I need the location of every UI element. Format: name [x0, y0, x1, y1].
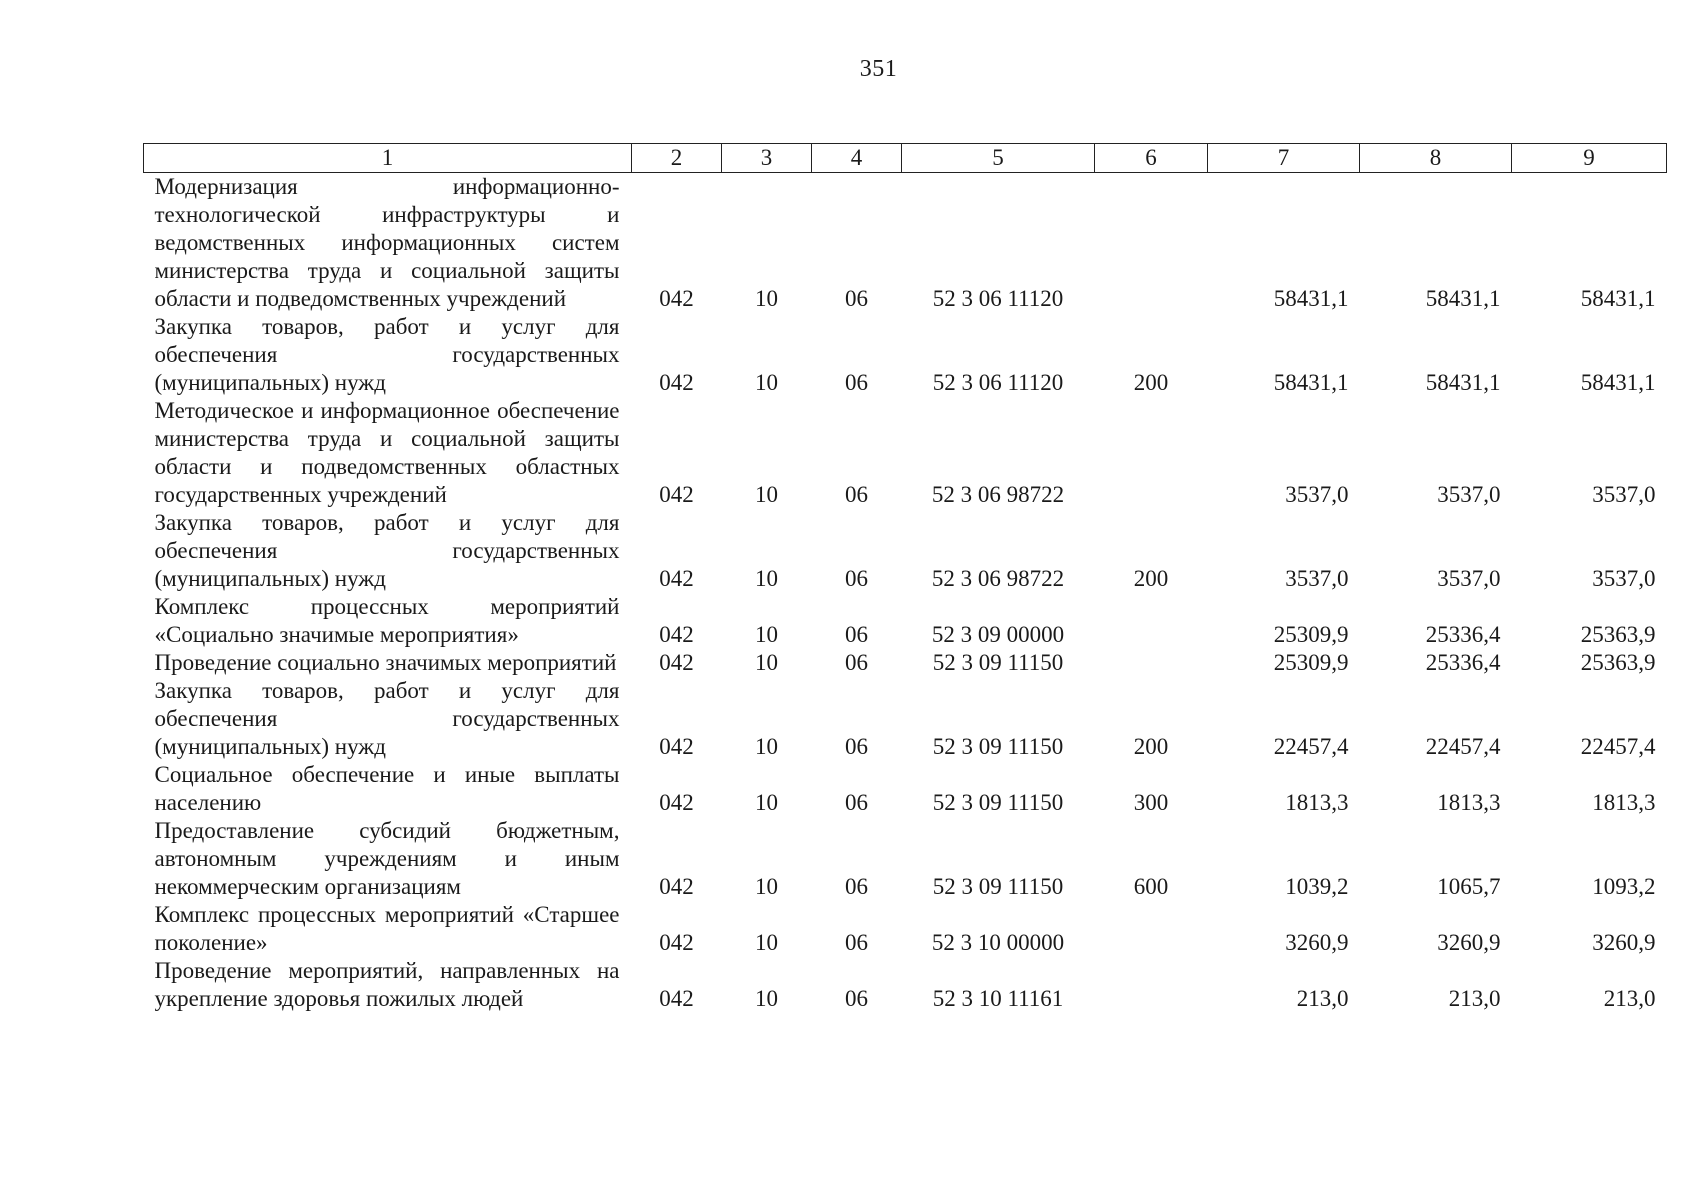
row-col-8: 58431,1 — [1425, 286, 1501, 311]
row-col-2: 042 — [659, 874, 694, 899]
row-col-6: 600 — [1133, 874, 1169, 899]
row-col-4: 06 — [845, 986, 868, 1011]
table-body — [144, 173, 1667, 1014]
row-col-2: 042 — [659, 566, 694, 591]
row-name: Предоставление субсидий бюджетным, автономным учреждениям и иным некоммерческим организациям — [154, 818, 620, 899]
row-name: Закупка товаров, работ и услуг для обеспечения государственных (муниципальных) нужд — [154, 678, 620, 759]
row-col-4: 06 — [845, 566, 868, 591]
row-col-9: 3537,0 — [1592, 482, 1656, 507]
row-col-5: 52 3 06 11120 — [932, 370, 1064, 395]
row-col-9: 1813,3 — [1592, 790, 1656, 815]
row-col-9: 3537,0 — [1592, 566, 1656, 591]
row-col-4: 06 — [845, 650, 868, 675]
row-name: Методическое и информационное обеспечение министерства труда и социальной защиты области и подведомственных областных государственных учреждений — [154, 398, 620, 507]
row-col-6 — [1095, 649, 1208, 677]
row-col-5: 52 3 06 98722 — [931, 482, 1065, 507]
row-col-7: 213,0 — [1296, 986, 1349, 1011]
row-col-8: 3260,9 — [1437, 930, 1501, 955]
table-row — [144, 901, 1667, 957]
row-col-9: 58431,1 — [1580, 286, 1656, 311]
header-col-5: 5 — [902, 144, 1095, 173]
table-row — [144, 397, 1667, 509]
row-col-6 — [1095, 173, 1208, 314]
row-col-5: 52 3 09 11150 — [932, 734, 1064, 759]
row-name: Проведение социально значимых мероприятий — [154, 650, 617, 675]
table-row — [144, 173, 1667, 314]
row-col-9: 1093,2 — [1592, 874, 1656, 899]
row-col-2: 042 — [659, 790, 694, 815]
row-col-7: 58431,1 — [1273, 370, 1349, 395]
row-col-4: 06 — [845, 482, 868, 507]
row-col-5: 52 3 06 98722 — [931, 566, 1065, 591]
header-col-8: 8 — [1360, 144, 1512, 173]
row-col-2: 042 — [659, 622, 694, 647]
row-col-5: 52 3 06 11120 — [932, 286, 1064, 311]
table-row — [144, 649, 1667, 677]
row-col-9: 213,0 — [1603, 986, 1656, 1011]
row-col-9: 25363,9 — [1580, 622, 1656, 647]
row-col-5: 52 3 10 00000 — [931, 930, 1065, 955]
header-row — [144, 144, 1667, 173]
row-col-6: 200 — [1133, 566, 1169, 591]
row-name: Проведение мероприятий, направленных на укрепление здоровья пожилых людей — [154, 958, 620, 1011]
row-col-2: 042 — [659, 286, 694, 311]
row-col-6: 200 — [1133, 370, 1169, 395]
row-col-4: 06 — [845, 622, 868, 647]
row-col-7: 3537,0 — [1285, 482, 1349, 507]
row-col-3: 10 — [755, 874, 778, 899]
row-name: Закупка товаров, работ и услуг для обеспечения государственных (муниципальных) нужд — [154, 314, 620, 395]
row-col-5: 52 3 09 11150 — [932, 874, 1064, 899]
row-name: Закупка товаров, работ и услуг для обеспечения государственных (муниципальных) нужд — [154, 510, 620, 591]
row-col-8: 1065,7 — [1437, 874, 1501, 899]
row-col-2: 042 — [659, 986, 694, 1011]
row-col-8: 25336,4 — [1425, 622, 1501, 647]
table-row — [144, 313, 1667, 397]
row-col-8: 25336,4 — [1425, 650, 1501, 675]
row-col-5: 52 3 10 11161 — [932, 986, 1064, 1011]
header-col-3: 3 — [722, 144, 812, 173]
row-col-8: 3537,0 — [1437, 566, 1501, 591]
table-header — [144, 144, 1667, 173]
row-col-8: 58431,1 — [1425, 370, 1501, 395]
row-col-7: 3537,0 — [1285, 566, 1349, 591]
row-col-9: 3260,9 — [1592, 930, 1656, 955]
row-col-9: 58431,1 — [1580, 370, 1656, 395]
row-col-3: 10 — [755, 622, 778, 647]
row-col-8: 213,0 — [1448, 986, 1501, 1011]
row-col-7: 58431,1 — [1273, 286, 1349, 311]
row-col-6 — [1095, 397, 1208, 509]
row-col-8: 3537,0 — [1437, 482, 1501, 507]
header-col-6: 6 — [1095, 144, 1208, 173]
row-col-3: 10 — [755, 482, 778, 507]
row-col-2: 042 — [659, 482, 694, 507]
row-col-9: 25363,9 — [1580, 650, 1656, 675]
row-name: Комплекс процессных мероприятий «Старшее поколение» — [154, 902, 620, 955]
row-col-4: 06 — [845, 930, 868, 955]
row-col-2: 042 — [659, 930, 694, 955]
row-col-3: 10 — [755, 986, 778, 1011]
row-col-7: 22457,4 — [1273, 734, 1349, 759]
row-col-9: 22457,4 — [1580, 734, 1656, 759]
row-name: Модернизация информационно-технологической инфраструктуры и ведомственных информационных систем министерства труда и социальной защиты области и подведомственных учреждений — [154, 174, 620, 311]
row-col-4: 06 — [845, 370, 868, 395]
row-col-7: 1813,3 — [1285, 790, 1349, 815]
row-col-8: 1813,3 — [1437, 790, 1501, 815]
row-col-3: 10 — [755, 930, 778, 955]
row-col-7: 25309,9 — [1273, 650, 1349, 675]
row-col-2: 042 — [659, 734, 694, 759]
row-col-3: 10 — [755, 566, 778, 591]
row-col-7: 1039,2 — [1285, 874, 1349, 899]
header-col-1: 1 — [144, 144, 632, 173]
table-row — [144, 677, 1667, 761]
page-number: 351 — [859, 56, 898, 82]
header-col-9: 9 — [1512, 144, 1667, 173]
row-col-6 — [1095, 957, 1208, 1013]
row-col-6: 300 — [1133, 790, 1169, 815]
row-col-5: 52 3 09 11150 — [932, 650, 1064, 675]
row-col-6: 200 — [1133, 734, 1169, 759]
header-col-2: 2 — [632, 144, 722, 173]
header-col-4: 4 — [812, 144, 902, 173]
row-col-5: 52 3 09 11150 — [932, 790, 1064, 815]
row-col-4: 06 — [845, 790, 868, 815]
row-col-6 — [1095, 593, 1208, 649]
table-row — [144, 957, 1667, 1013]
row-col-3: 10 — [755, 734, 778, 759]
row-col-3: 10 — [755, 286, 778, 311]
row-name: Комплекс процессных мероприятий «Социально значимые мероприятия» — [154, 594, 620, 647]
row-name: Социальное обеспечение и иные выплаты населению — [154, 762, 620, 815]
budget-table — [143, 143, 1667, 1013]
row-col-4: 06 — [845, 874, 868, 899]
row-col-2: 042 — [659, 370, 694, 395]
row-col-4: 06 — [845, 734, 868, 759]
row-col-6 — [1095, 901, 1208, 957]
row-col-3: 10 — [755, 790, 778, 815]
header-col-7: 7 — [1208, 144, 1360, 173]
table-row — [144, 761, 1667, 817]
row-col-5: 52 3 09 00000 — [931, 622, 1065, 647]
table-row — [144, 509, 1667, 593]
table-row — [144, 817, 1667, 901]
row-col-8: 22457,4 — [1425, 734, 1501, 759]
row-col-2: 042 — [659, 650, 694, 675]
row-col-7: 3260,9 — [1285, 930, 1349, 955]
row-col-3: 10 — [755, 650, 778, 675]
row-col-4: 06 — [845, 286, 868, 311]
row-col-7: 25309,9 — [1273, 622, 1349, 647]
table-row — [144, 593, 1667, 649]
row-col-3: 10 — [755, 370, 778, 395]
